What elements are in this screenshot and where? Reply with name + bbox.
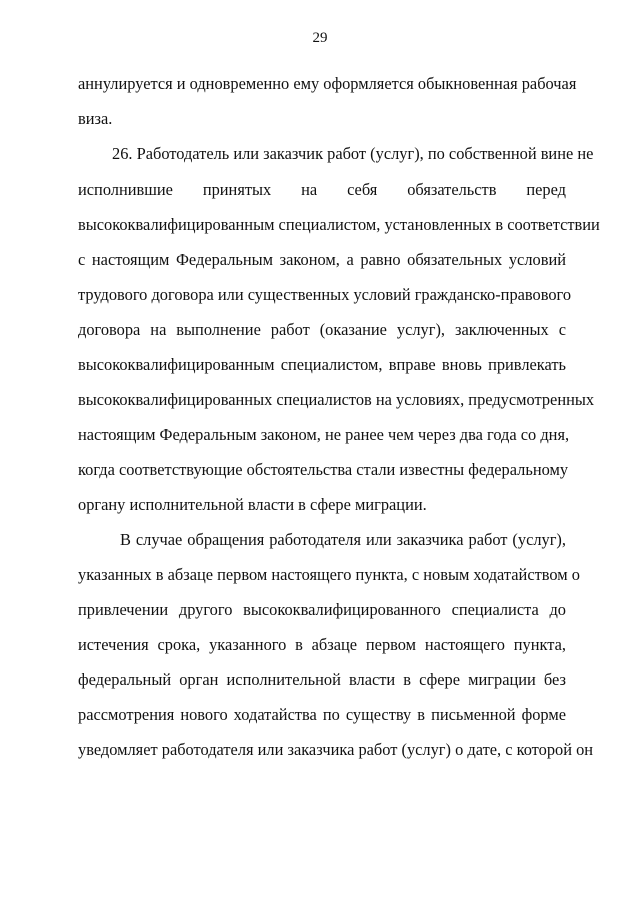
text-line: указанных в абзаце первом настоящего пункта, с новым ходатайством о	[78, 565, 580, 584]
text-line: когда соответствующие обстоятельства стали известны федеральному	[78, 460, 569, 479]
paragraph-26-first-line: 26. Работодатель или заказчик работ (услуг), по собственной вине не	[112, 144, 594, 163]
text-line: федеральный орган исполнительной власти в сфере миграции без	[78, 670, 566, 689]
text-line: органу исполнительной власти в сфере миграции.	[78, 495, 427, 514]
page-number: 29	[312, 30, 328, 46]
text-line: исполнившие принятых на себя обязательств перед	[78, 180, 566, 199]
text-line: рассмотрения нового ходатайства по существу в письменной форме	[78, 705, 566, 724]
text-line: привлечении другого высококвалифицированного специалиста до	[78, 600, 566, 619]
text-line: настоящим Федеральным законом, не ранее чем через два года со дня,	[78, 425, 570, 444]
paragraph-second-first-line: В случае обращения работодателя или заказчика работ (услуг),	[120, 530, 566, 549]
text-line: высококвалифицированным специалистом, вправе вновь привлекать	[78, 355, 566, 374]
text-line: виза.	[78, 109, 113, 128]
text-line: аннулируется и одновременно ему оформляется обыкновенная рабочая	[78, 74, 577, 93]
text-line: трудового договора или существенных условий гражданско-правового	[78, 285, 572, 304]
text-line: высококвалифицированным специалистом, установленных в соответствии	[78, 215, 600, 234]
text-line: уведомляет работодателя или заказчика работ (услуг) о дате, с которой он	[78, 740, 594, 759]
text-line: договора на выполнение работ (оказание услуг), заключенных с	[78, 320, 566, 339]
text-line: высококвалифицированных специалистов на условиях, предусмотренных	[78, 390, 595, 409]
text-line: с настоящим Федеральным законом, а равно обязательных условий	[78, 250, 566, 269]
text-line: истечения срока, указанного в абзаце первом настоящего пункта,	[78, 635, 566, 654]
